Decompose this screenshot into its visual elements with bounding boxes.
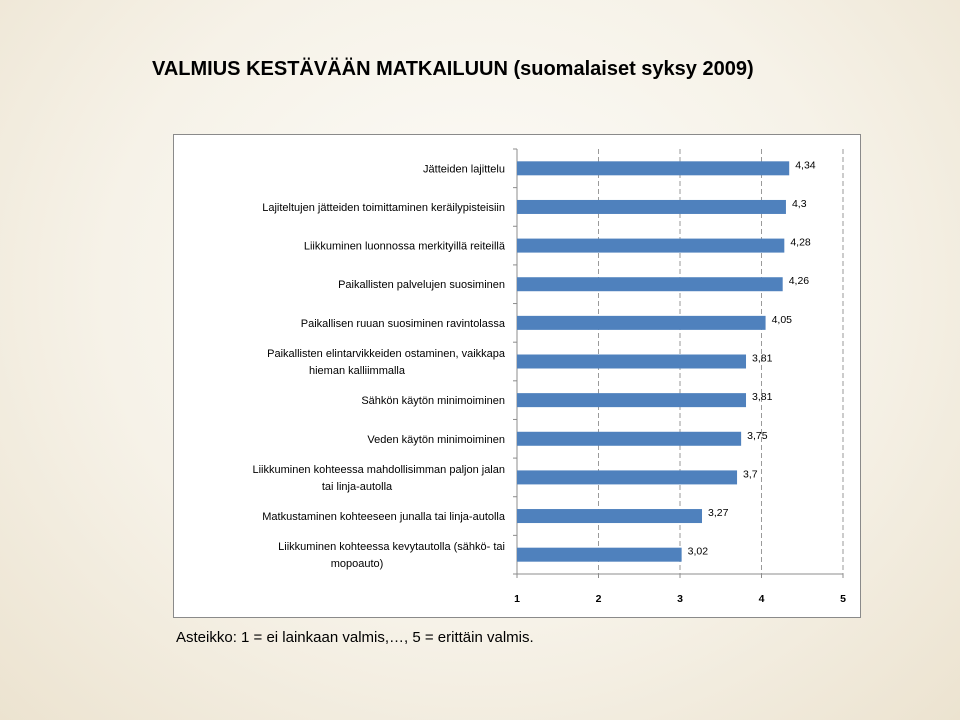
bar	[517, 239, 784, 253]
category-label: Veden käytön minimoiminen	[367, 433, 505, 446]
scale-footnote: Asteikko: 1 = ei lainkaan valmis,…, 5 = erittäin valmis.	[176, 629, 534, 646]
bar-chart	[174, 135, 860, 617]
data-label: 4,05	[771, 313, 793, 326]
data-label: 4,26	[788, 275, 810, 288]
x-tick-label: 1	[514, 593, 520, 605]
data-label: 4,3	[791, 197, 807, 210]
category-label: Liikkuminen kohteessa mahdollisimman paljon jalan tai linja-autolla	[252, 463, 505, 493]
bar	[517, 200, 786, 214]
data-label: 3,02	[687, 545, 709, 558]
data-label: 3,81	[752, 352, 773, 365]
page-title: VALMIUS KESTÄVÄÄN MATKAILUUN (suomalaiset syksy 2009)	[152, 58, 754, 80]
bar	[517, 277, 783, 291]
category-label: Jätteiden lajittelu	[423, 163, 505, 176]
bar	[517, 470, 737, 484]
category-label: Paikallisten elintarvikkeiden ostaminen, vaikkapa hieman kalliimmalla	[267, 348, 505, 377]
bar	[517, 355, 746, 369]
bar	[517, 432, 741, 446]
category-label: Paikallisen ruuan suosiminen ravintolassa	[300, 317, 505, 330]
category-label: Sähkön käytön minimoiminen	[361, 395, 505, 408]
data-label: 3,27	[708, 507, 729, 520]
data-label: 3,7	[743, 468, 758, 481]
bar	[517, 393, 746, 407]
category-label: Paikallisten palvelujen suosiminen	[338, 279, 505, 292]
category-label: Lajiteltujen jätteiden toimittaminen keräilypisteisiin	[262, 201, 505, 214]
data-label: 4,34	[795, 159, 816, 172]
category-label: Liikkuminen luonnossa merkityillä reiteillä	[303, 240, 505, 253]
category-label: Liikkuminen kohteessa kevytautolla (sähkö- tai mopoauto)	[278, 541, 505, 571]
x-tick-label: 4	[758, 593, 765, 605]
x-tick-label: 5	[840, 593, 846, 605]
chart-frame	[173, 134, 861, 618]
x-tick-label: 3	[677, 593, 683, 605]
bar	[517, 509, 702, 523]
data-label: 3,81	[752, 391, 773, 404]
bar	[517, 161, 789, 175]
bar	[517, 316, 766, 330]
data-label: 3,75	[747, 429, 768, 442]
x-tick-label: 2	[595, 593, 602, 605]
bar	[517, 548, 682, 562]
data-label: 4,28	[790, 236, 811, 249]
category-label: Matkustaminen kohteeseen junalla tai linja-autolla	[262, 511, 505, 524]
